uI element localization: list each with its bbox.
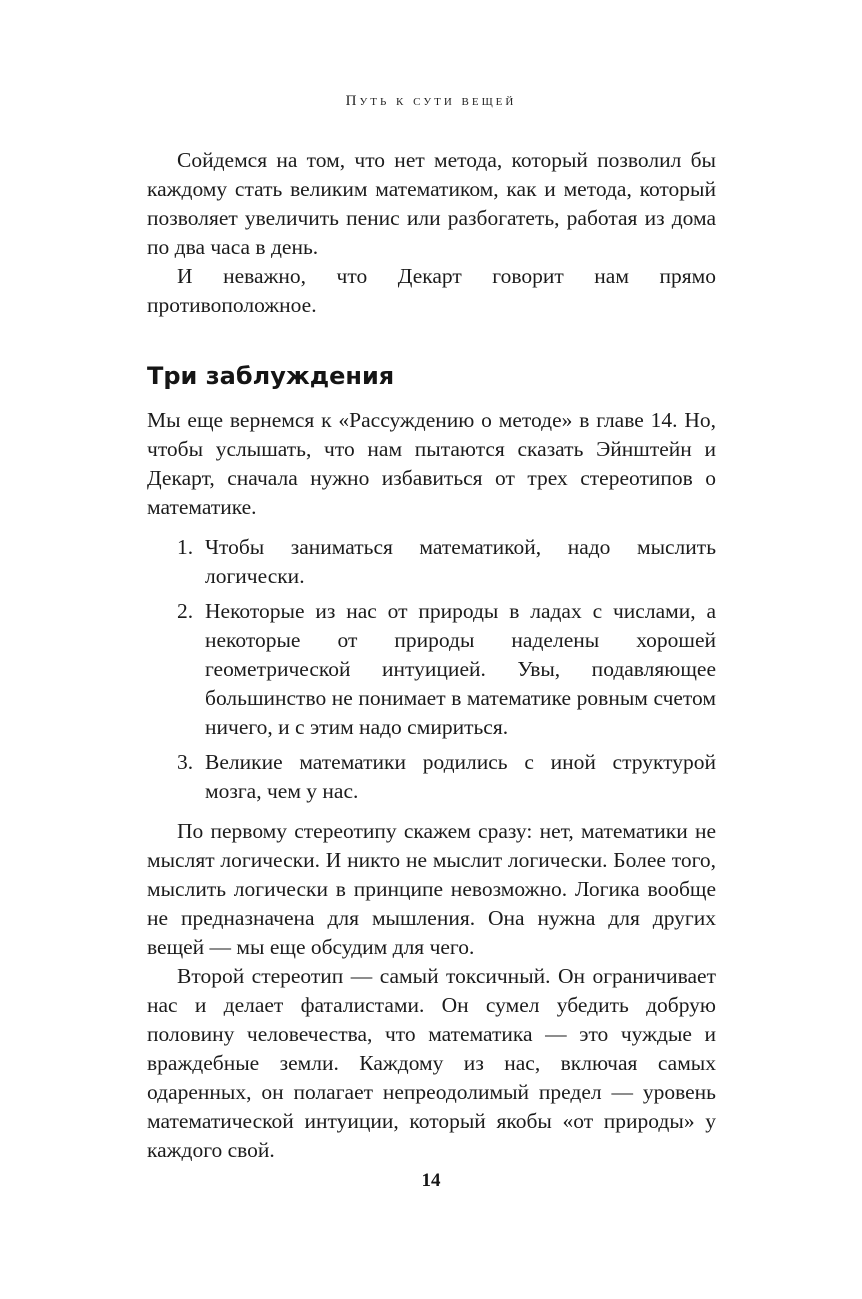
intro-text bbox=[147, 146, 716, 320]
body-text bbox=[147, 817, 716, 1165]
list-item-text: Великие математики родились с иной структурой мозга, чем у нас. bbox=[205, 750, 716, 803]
list-number: 1. bbox=[177, 535, 194, 559]
list-number: 3. bbox=[177, 750, 194, 774]
paragraph: По первому стереотипу скажем сразу: нет, математики не мыслят логически. И никто не мыслит логически. Более того, мыслить логически в принципе невозможно. Логика вообще не предназначена для мышления. Она нужна для других вещей — мы еще обсудим для чего. bbox=[147, 819, 716, 959]
list-item-text: Некоторые из нас от природы в ладах с числами, а некоторые от природы наделены хорошей геометрической интуицией. Увы, подавляющее большинство не понимает в математике ровным счетом ничего, и с этим надо смириться. bbox=[205, 599, 716, 739]
list-item-text: Чтобы заниматься математикой, надо мыслить логически. bbox=[205, 535, 716, 588]
paragraph: И неважно, что Декарт говорит нам прямо противоположное. bbox=[147, 264, 716, 317]
list-item bbox=[147, 597, 716, 742]
page-number: 14 bbox=[421, 1170, 441, 1191]
paragraph: Сойдемся на том, что нет метода, который позволил бы каждому стать великим математиком, как и метода, который позволяет увеличить пенис или разбогатеть, работая из дома по два часа в день. bbox=[147, 148, 716, 259]
misconceptions-list bbox=[147, 533, 716, 806]
section-lead bbox=[147, 406, 716, 522]
list-item bbox=[147, 533, 716, 591]
paragraph: Второй стереотип — самый токсичный. Он ограничивает нас и делает фаталистами. Он сумел убедить добрую половину человечества, что математика — это чуждые и враждебные земли. Каждому из нас, включая самых одаренных, он полагает непреодолимый предел — уровень математической интуиции, который якобы «от природы» у каждого свой. bbox=[147, 964, 716, 1162]
list-item bbox=[147, 748, 716, 806]
running-head: Путь к сути вещей bbox=[345, 93, 517, 109]
list-number: 2. bbox=[177, 599, 194, 623]
paragraph: Мы еще вернемся к «Рассуждению о методе» в главе 14. Но, чтобы услышать, что нам пытаются сказать Эйнштейн и Декарт, сначала нужно избавиться от трех стереотипов о математике. bbox=[147, 408, 716, 519]
section-heading: Три заблуждения bbox=[147, 362, 395, 390]
